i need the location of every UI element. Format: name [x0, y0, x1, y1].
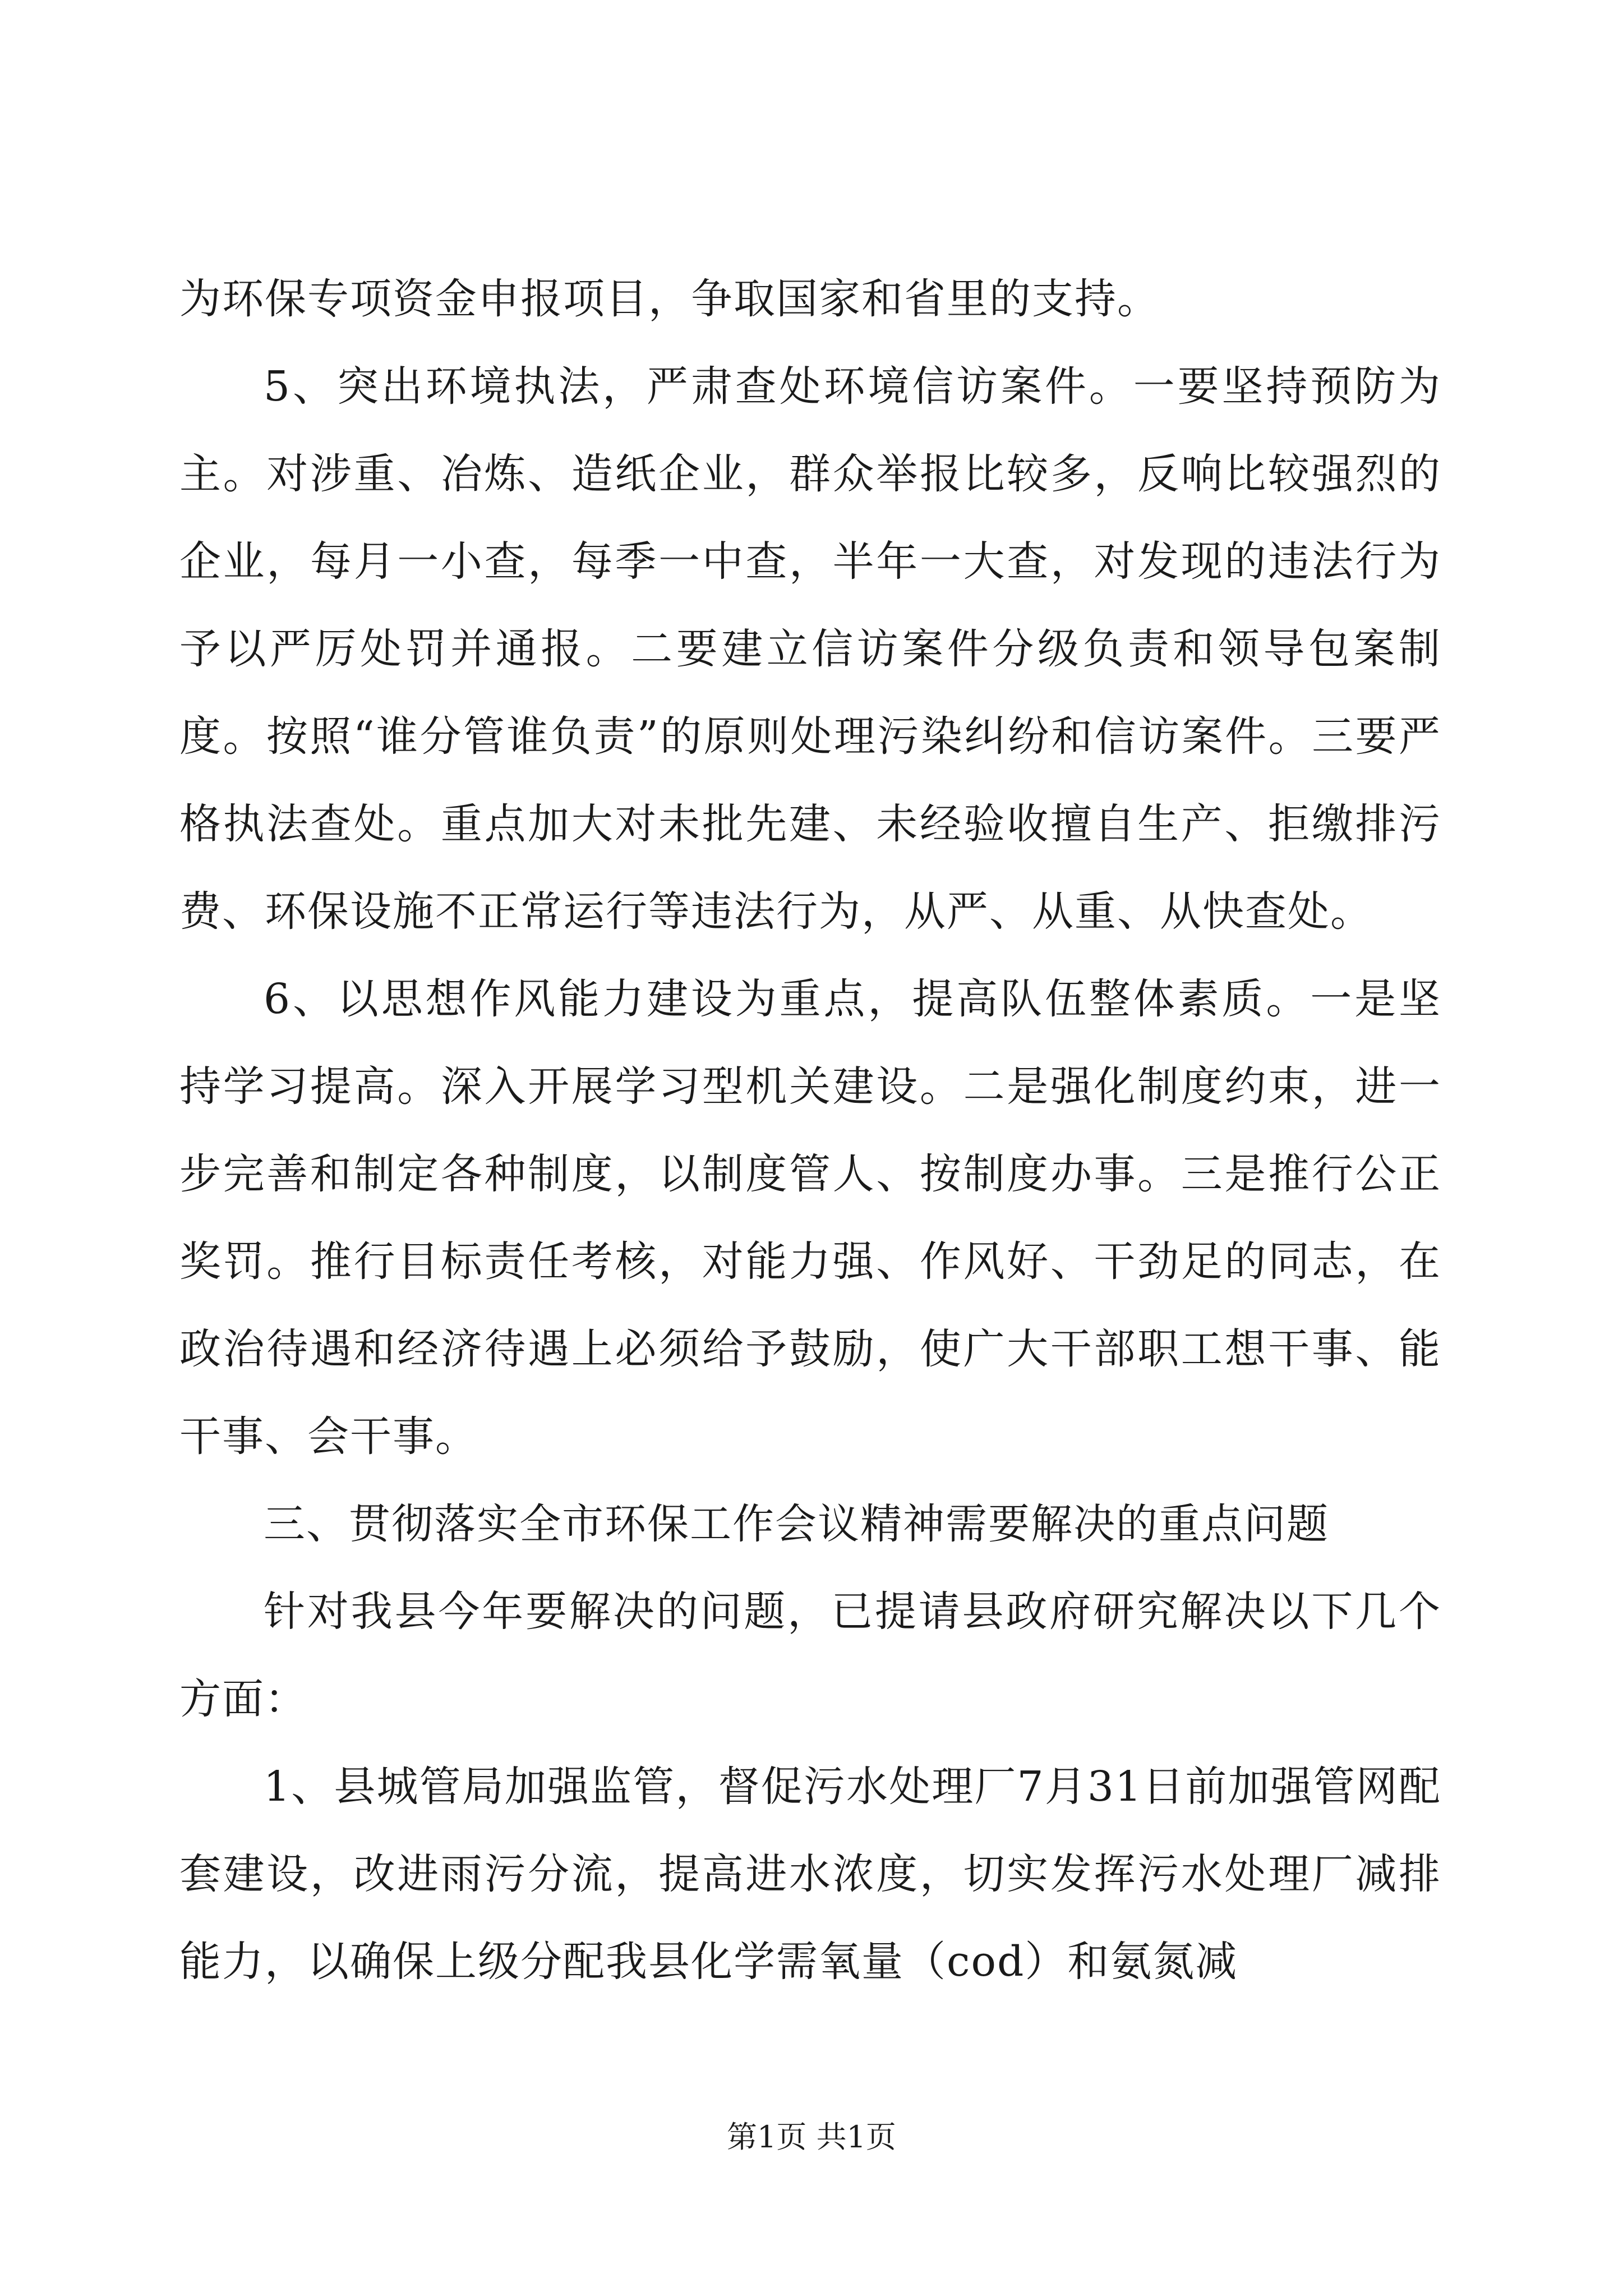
paragraph-item-5: 5、突出环境执法，严肃查处环境信访案件。一要坚持预防为主。对涉重、冶炼、造纸企业，群众举报比较多，反响比较强烈的企业，每月一小查，每季一中查，半年一大查，对发现的违法行为予以严厉处罚并通报。二要建立信访案件分级负责和领导包案制度。按照“谁分管谁负责”的原则处理污染纠纷和信访案件。三要严格执法查处。重点加大对未批先建、未经验收擅自生产、拒缴排污费、环保设施不正常运行等违法行为，从严、从重、从快查处。 [179, 362, 1441, 936]
paragraph-item-1: 1、县城管局加强监管，督促污水处理厂7月31日前加强管网配套建设，改进雨污分流，提高进水浓度，切实发挥污水处理厂减排能力，以确保上级分配我县化学需氧量（cod）和氨氮减 [179, 1763, 1441, 1986]
section-heading-3: 三、贯彻落实全市环保工作会议精神需要解决的重点问题 [264, 1500, 1329, 1548]
paragraph-continuation: 为环保专项资金申报项目，争取国家和省里的支持。 [179, 275, 1160, 323]
paragraph-intro: 针对我县今年要解决的问题，已提请县政府研究解决以下几个方面： [179, 1588, 1441, 1723]
page-footer: 第1页 共1页 [727, 2119, 896, 2155]
document-body [179, 255, 1441, 2005]
paragraph-item-6: 6、以思想作风能力建设为重点，提高队伍整体素质。一是坚持学习提高。深入开展学习型机关建设。二是强化制度约束，进一步完善和制定各种制度，以制度管人、按制度办事。三是推行公正奖罚。推行目标责任考核，对能力强、作风好、干劲足的同志，在政治待遇和经济待遇上必须给予鼓励，使广大干部职工想干事、能干事、会干事。 [179, 975, 1441, 1461]
